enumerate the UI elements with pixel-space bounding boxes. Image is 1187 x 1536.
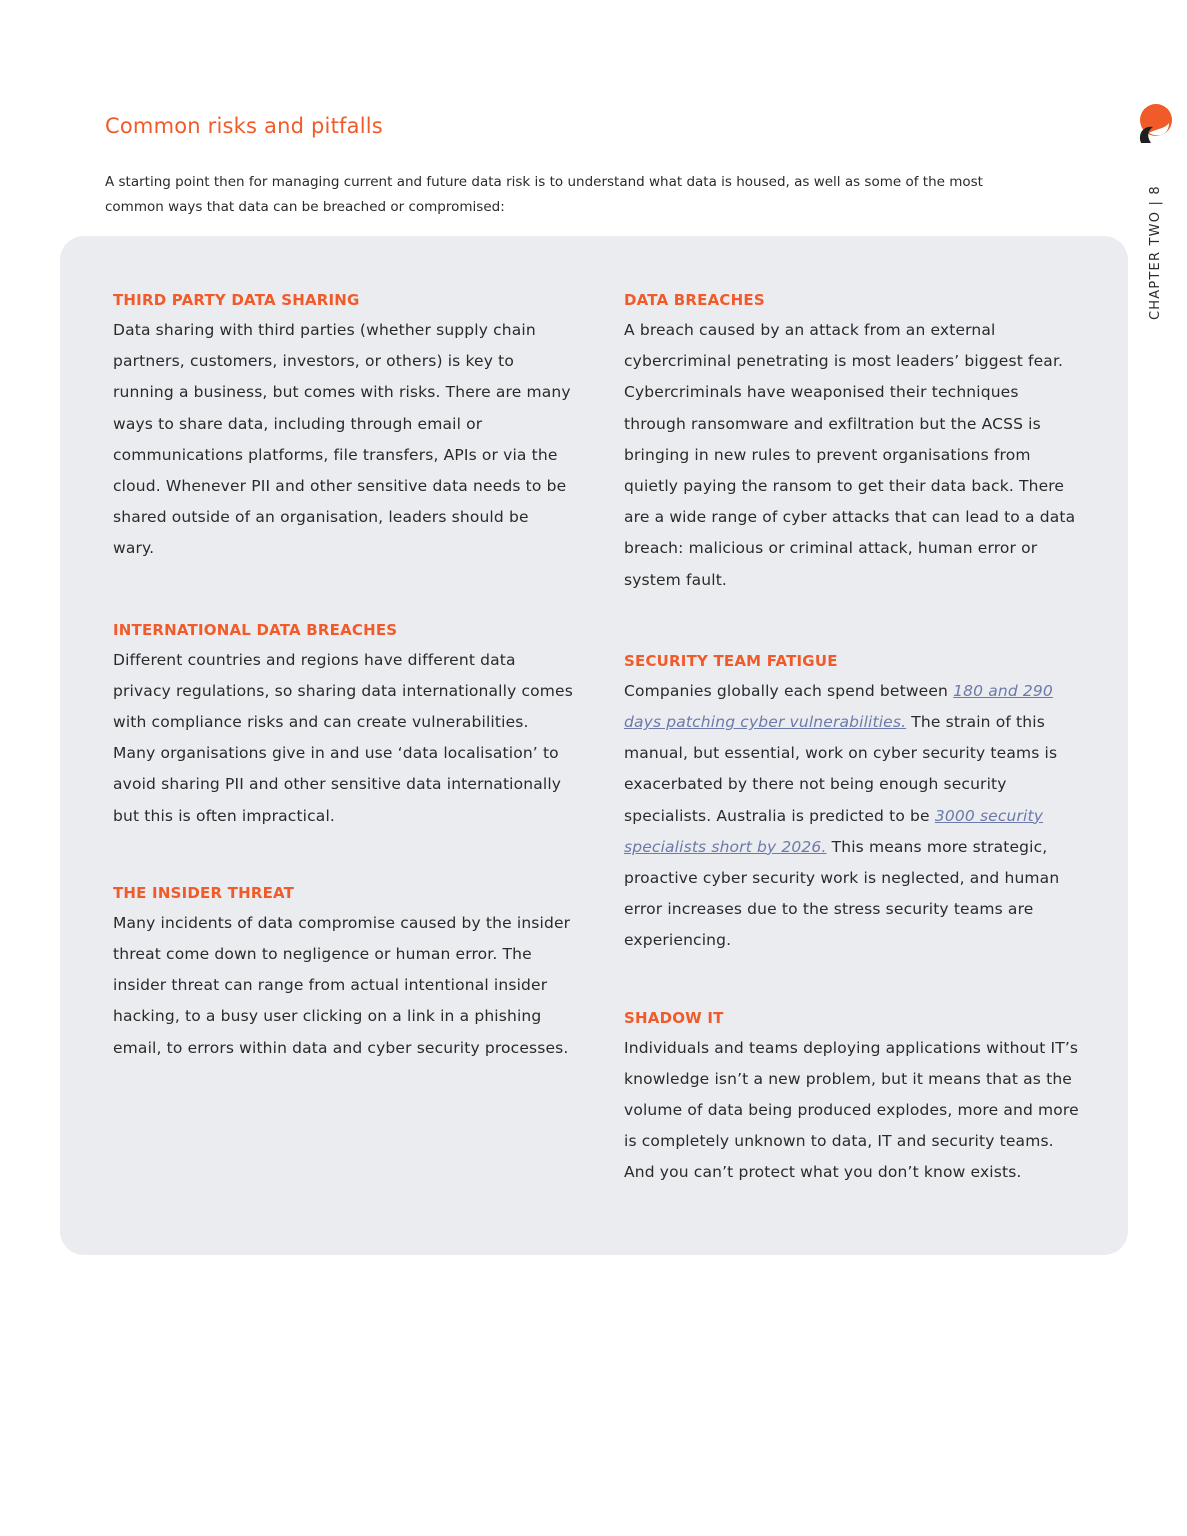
brand-logo-icon <box>1135 103 1173 147</box>
section-insider-threat <box>113 881 573 1064</box>
section-body: Many incidents of data compromise caused by the insider threat come down to negligence or human error. The insider threat can range from actual intentional insider hacking, to a busy user clicking on a link in a phishing email, to errors within data and cyber security processes. <box>113 913 571 1057</box>
right-column <box>624 288 1084 1189</box>
section-heading: DATA BREACHES <box>624 291 765 309</box>
patching-days-link[interactable]: 180 and 290 days patching cyber vulnerabilities. <box>624 681 1053 732</box>
section-international <box>113 618 573 832</box>
section-third-party <box>113 288 573 565</box>
section-body: Data sharing with third parties (whether supply chain partners, customers, investors, or others) is key to running a business, but comes with risks. There are many ways to share data, including through email or communications platforms, file transfers, APIs or via the cloud. Whenever PII and other sensitive data needs to be shared outside of an organisation, leaders should be wary. <box>113 321 571 558</box>
section-shadow-it <box>624 1006 1084 1189</box>
section-body: A breach caused by an attack from an external cybercriminal penetrating is most leaders’ biggest fear. Cybercriminals have weaponised their techniques through ransomware and exfiltration but the ACSS is bringing in new rules to prevent organisations from quietly paying the ransom to get their data back. There are a wide range of cyber attacks that can lead to a data breach: malicious or criminal attack, human error or system fault. <box>624 321 1076 589</box>
body-text: Companies globally each spend between <box>624 681 954 700</box>
chapter-page-label: CHAPTER TWO | 8 <box>1148 185 1163 320</box>
risks-panel <box>60 236 1128 1255</box>
section-data-breaches <box>624 288 1084 596</box>
section-heading: SECURITY TEAM FATIGUE <box>624 651 838 670</box>
left-column <box>113 288 573 1064</box>
body-text: This means more strategic, proactive cyber security work is neglected, and human error increases due to the stress security teams are experiencing. <box>624 837 1060 950</box>
section-heading: THE INSIDER THREAT <box>113 883 295 902</box>
section-security-fatigue <box>624 649 1084 957</box>
section-heading: SHADOW IT <box>624 1008 724 1027</box>
page-title: Common risks and pitfalls <box>105 114 383 139</box>
section-heading: INTERNATIONAL DATA BREACHES <box>113 620 398 639</box>
section-body: Individuals and teams deploying applications without IT’s knowledge isn’t a new problem, but it means that as the volume of data being produced explodes, more and more is completely unknown to data, IT and security teams. And you can’t protect what you don’t know exists. <box>624 1038 1079 1182</box>
section-heading: THIRD PARTY DATA SHARING <box>113 291 360 309</box>
section-body: Different countries and regions have different data privacy regulations, so sharing data internationally comes with compliance risks and can create vulnerabilities. Many organisations give in and use ‘data localisation’ to avoid sharing PII and other sensitive data internationally but this is often impractical. <box>113 650 573 825</box>
specialists-shortage-link[interactable]: 3000 security specialists short by 2026. <box>624 806 1044 856</box>
intro-paragraph: A starting point then for managing current and future data risk is to understand what data is housed, as well as some of the most common ways that data can be breached or compromised: <box>105 173 983 215</box>
section-body <box>624 676 1084 957</box>
body-text: The strain of this manual, but essential, work on cyber security teams is exacerbated by there not being enough security specialists. Australia is predicted to be <box>624 713 1058 825</box>
